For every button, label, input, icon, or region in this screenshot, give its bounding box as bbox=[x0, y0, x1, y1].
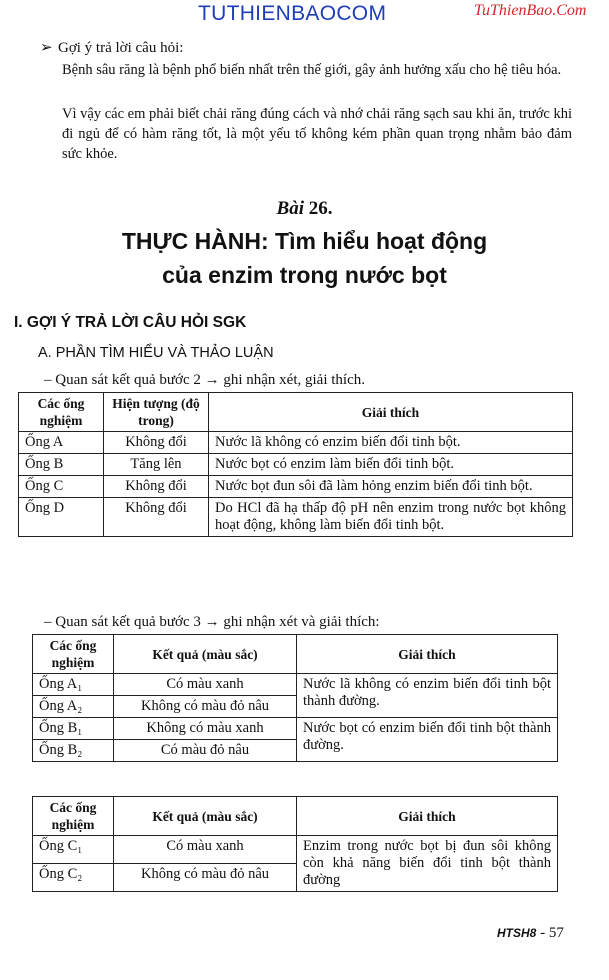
hint-heading bbox=[40, 38, 183, 57]
table-header-row bbox=[33, 797, 558, 836]
phenomenon-cell: Không đổi bbox=[104, 432, 209, 454]
header-explanation: Giải thích bbox=[297, 635, 558, 674]
table-row bbox=[19, 432, 573, 454]
tube-cell: Ống A bbox=[19, 432, 104, 454]
arrow-icon: ➢ bbox=[40, 40, 53, 56]
header-tubes: Các ống nghiệm bbox=[19, 393, 104, 432]
tube-cell: Ống A₂ bbox=[33, 696, 114, 718]
result-cell: Có màu xanh bbox=[114, 674, 297, 696]
table-header-row bbox=[33, 635, 558, 674]
explanation-cell: Nước lã không có enzim biến đổi tinh bột. bbox=[209, 432, 573, 454]
table-row bbox=[33, 836, 558, 864]
table-row bbox=[33, 674, 558, 696]
table-row bbox=[19, 476, 573, 498]
observation-step-3: – Quan sát kết quả bước 3 → ghi nhận xét và giải thích: bbox=[44, 614, 380, 630]
lesson-number bbox=[0, 198, 609, 220]
watermark-logo: TuThienBao.Com bbox=[474, 2, 587, 19]
tube-cell: Ống B₁ bbox=[33, 718, 114, 740]
phenomenon-cell: Không đổi bbox=[104, 476, 209, 498]
tube-cell: Ống D bbox=[19, 498, 104, 537]
explanation-cell: Do HCl đã hạ thấp độ pH nên enzim trong nước bọt không hoạt động, không làm biến đổi tinh bột. bbox=[209, 498, 573, 537]
table-step-3-ab bbox=[32, 634, 558, 762]
header-explanation: Giải thích bbox=[297, 797, 558, 836]
page-number: - 57 bbox=[540, 925, 564, 941]
page-footer bbox=[497, 925, 564, 942]
observation-step-2: – Quan sát kết quả bước 2 → ghi nhận xét, giải thích. bbox=[44, 372, 365, 388]
tube-cell: Ống C bbox=[19, 476, 104, 498]
header-tubes: Các ống nghiệm bbox=[33, 635, 114, 674]
lesson-title-line-2: của enzim trong nước bọt bbox=[162, 262, 447, 288]
header-tubes: Các ống nghiệm bbox=[33, 797, 114, 836]
table-step-2 bbox=[18, 392, 573, 537]
book-code: HTSH8 bbox=[497, 926, 537, 940]
section-heading: I. GỢI Ý TRẢ LỜI CÂU HỎI SGK bbox=[14, 314, 247, 331]
result-cell: Có màu đỏ nâu bbox=[114, 740, 297, 762]
tube-cell: Ống C₂ bbox=[33, 864, 114, 892]
result-cell: Không có màu xanh bbox=[114, 718, 297, 740]
result-cell: Không có màu đỏ nâu bbox=[114, 864, 297, 892]
table-row bbox=[33, 718, 558, 740]
header-phenomenon: Hiện tượng (độ trong) bbox=[104, 393, 209, 432]
table-step-3-c bbox=[32, 796, 558, 892]
tube-cell: Ống A₁ bbox=[33, 674, 114, 696]
explanation-cell: Nước bọt có enzim làm biến đổi tinh bột. bbox=[209, 454, 573, 476]
lesson-num: 26. bbox=[308, 198, 333, 219]
hint-paragraph-1: Bệnh sâu răng là bệnh phổ biến nhất trên thế giới, gây ảnh hưởng xấu cho hệ tiêu hóa. bbox=[62, 62, 562, 78]
explanation-cell: Nước bọt có enzim biến đổi tinh bột thành đường. bbox=[297, 718, 558, 762]
tube-cell: Ống C₁ bbox=[33, 836, 114, 864]
explanation-cell: Nước lã không có enzim biến đổi tinh bột thành đường. bbox=[297, 674, 558, 718]
hint-paragraph-2: Vì vậy các em phải biết chải răng đúng cách và nhớ chải răng sạch sau khi ăn, trước khi đi ngủ để có hàm răng tốt, là một yếu tố không kém phần quan trọng nhằm bảo đảm sức khỏe. bbox=[62, 106, 572, 162]
lesson-title-line-1: THỰC HÀNH: Tìm hiểu hoạt động bbox=[121, 228, 488, 254]
result-cell: Có màu xanh bbox=[114, 836, 297, 864]
header-result: Kết quả (màu sắc) bbox=[114, 635, 297, 674]
table-row bbox=[19, 454, 573, 476]
table-header-row bbox=[19, 393, 573, 432]
result-cell: Không có màu đỏ nâu bbox=[114, 696, 297, 718]
lesson-label: Bài bbox=[276, 198, 304, 219]
table-row bbox=[19, 498, 573, 537]
tube-cell: Ống B bbox=[19, 454, 104, 476]
tube-cell: Ống B₂ bbox=[33, 740, 114, 762]
hint-label: Gợi ý trả lời câu hỏi: bbox=[58, 40, 184, 56]
header-result: Kết quả (màu sắc) bbox=[114, 797, 297, 836]
phenomenon-cell: Không đổi bbox=[104, 498, 209, 537]
phenomenon-cell: Tăng lên bbox=[104, 454, 209, 476]
watermark-text: TUTHIENBAOCOM bbox=[198, 2, 387, 25]
subsection-heading: A. PHẦN TÌM HIỂU VÀ THẢO LUẬN bbox=[38, 345, 274, 361]
header-explanation: Giải thích bbox=[209, 393, 573, 432]
explanation-cell: Nước bọt đun sôi đã làm hỏng enzim biến đổi tinh bột. bbox=[209, 476, 573, 498]
explanation-cell: Enzim trong nước bọt bị đun sôi không còn khả năng biến đổi tinh bột thành đường bbox=[297, 836, 558, 892]
